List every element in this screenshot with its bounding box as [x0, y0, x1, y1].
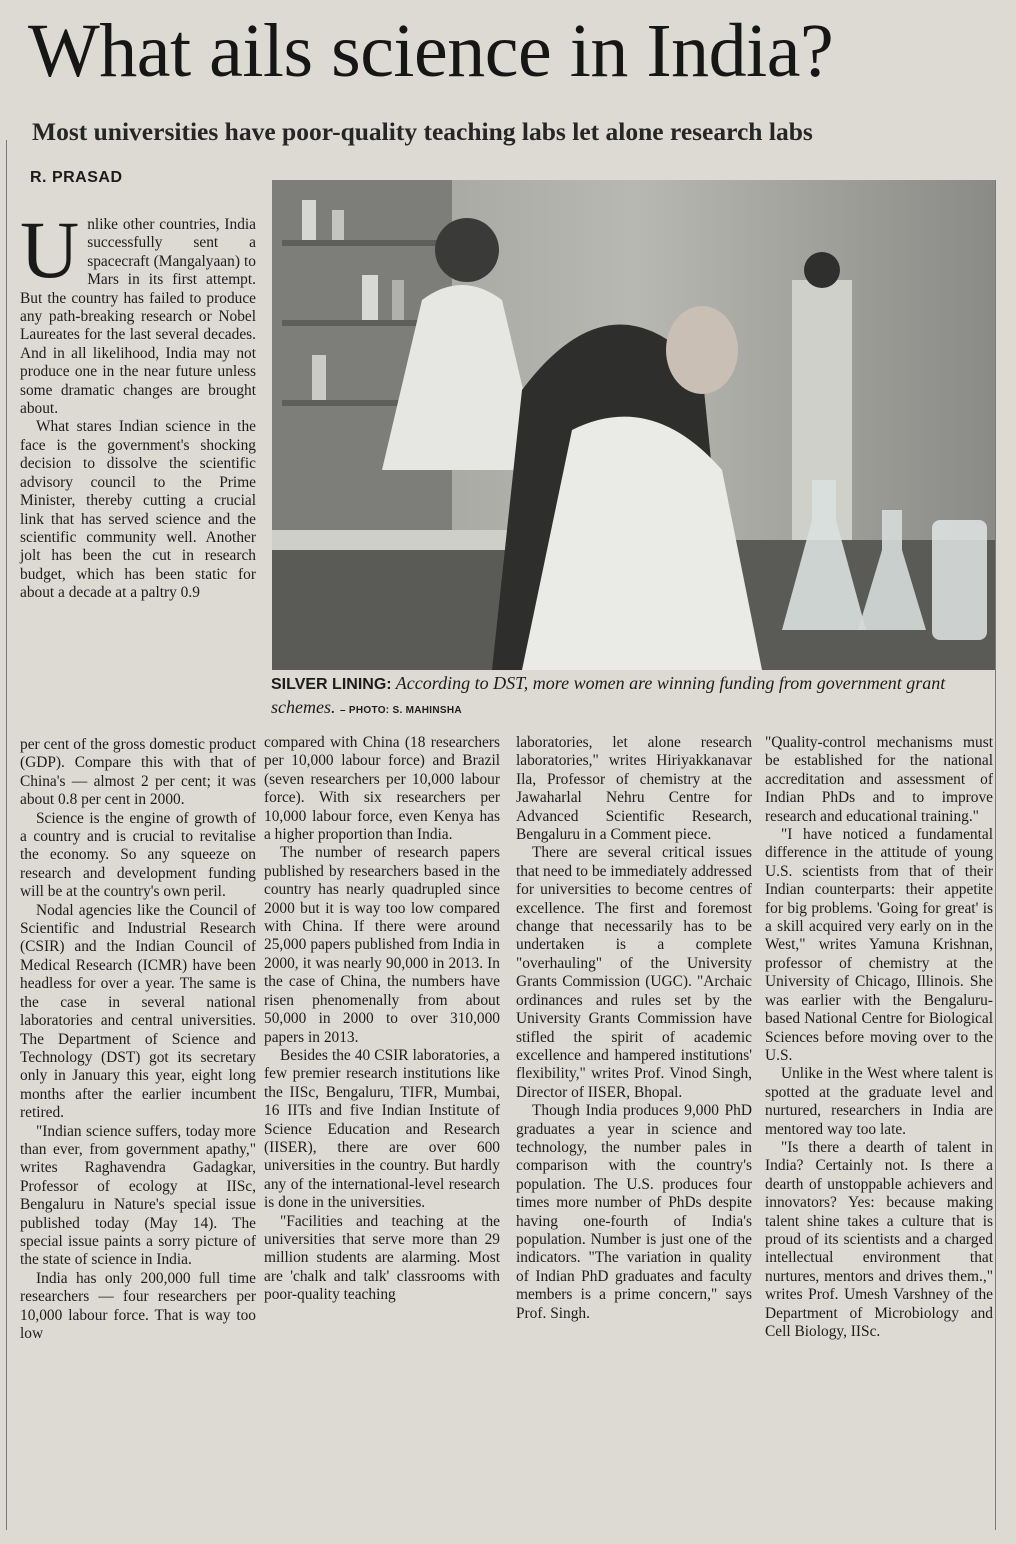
- article-column-3: [516, 734, 752, 1534]
- article-column-1: [20, 736, 256, 1536]
- caption-text: According to DST, more women are winning funding from government grant schemes.: [271, 673, 946, 717]
- article-column-2: [264, 734, 500, 1534]
- column-rule: [6, 140, 7, 1530]
- byline: R. PRASAD: [30, 169, 123, 186]
- paragraph: "Quality-control mechanisms must be established for the national accreditation and assessment of Indian PhDs and to improve research and educational training.": [765, 734, 993, 825]
- headline: What ails science in India?: [28, 9, 834, 93]
- paragraph: Besides the 40 CSIR laboratories, a few premier research institutions like the IISc, Bengaluru, TIFR, Mumbai, 16 IITs and five Indian Institute of Science Education and Research (IISER), there are over 600 universities in the country. But hardly any of the international-level research is done in the universities.: [264, 1046, 500, 1212]
- paragraph: "I have noticed a fundamental difference in the attitude of young U.S. scientists from that of their Indian counterparts: their appetite for big problems. 'Going for great' is a skill acquired very early on in the West," writes Yamuna Krishnan, professor of chemistry at the University of Chicago, Illinois. She was earlier with the Bengaluru-based National Centre for Biological Sciences before moving over to the U.S.: [765, 826, 993, 1064]
- deck-subheadline: Most universities have poor-quality teaching labs let alone research labs: [32, 117, 813, 146]
- drop-cap: U: [20, 204, 80, 295]
- photo-credit: – PHOTO: S. MAHINSHA: [339, 705, 462, 716]
- paragraph: "Is there a dearth of talent in India? Certainly not. Is there a dearth of unstoppable achievers and innovators? Yes: because making talent shine takes a culture that is proud of its scientists and a charged intellectual environment that nurtures, mentors and drives them.," writes Prof. Umesh Varshney of the Department of Microbiology and Cell Biology, IISc.: [765, 1138, 993, 1340]
- paragraph: India has only 200,000 full time researchers — four researchers per 10,000 labour force. That is way too low: [20, 1269, 256, 1342]
- lab-photo: [272, 180, 995, 670]
- paragraph: per cent of the gross domestic product (GDP). Compare this with that of China's — almost 2 per cent; it was about 0.8 per cent in 2000.: [20, 736, 256, 809]
- lab-photo-illustration: [272, 180, 995, 670]
- article-column-1-top: [20, 204, 256, 736]
- paragraph: laboratories, let alone research laboratories," writes Hiriyakkanavar Ila, Professor of chemistry at the Jawaharlal Nehru Centre for Advanced Scientific Research, Bengaluru in a Comment piece.: [516, 734, 752, 844]
- paragraph: Though India produces 9,000 PhD graduates a year in science and technology, the number pales in comparison with the country's population. The U.S. produces four times more number of PhDs despite having one-fourth of India's population. Number is just one of the indicators. "The variation in quality of Indian PhD graduates and faculty members is a prime concern," says Prof. Singh.: [516, 1102, 752, 1322]
- photo-caption: [271, 672, 1001, 722]
- paragraph: nlike other countries, India successfully sent a spacecraft (Mangalyaan) to Mars in its first attempt. But the country has failed to produce any path-breaking research or Nobel Laureates for the last several decades. And in all likelihood, India may not produce one in the near future unless some dramatic changes are brought about.: [20, 216, 256, 418]
- paragraph: compared with China (18 researchers per 10,000 labour force) and Brazil (seven researchers per 10,000 labour force). With six researchers per 10,000 labour force, even Kenya has a higher proportion than India.: [264, 734, 500, 844]
- caption-label: SILVER LINING:: [271, 676, 392, 693]
- paragraph: "Indian science suffers, today more than ever, from government apathy," writes Raghavendra Gadagkar, Professor of ecology at IISc, Bengaluru in Nature's special issue published today (May 14). The special issue paints a sorry picture of the state of science in India.: [20, 1122, 256, 1269]
- article-column-4: [765, 734, 993, 1534]
- paragraph: Nodal agencies like the Council of Scientific and Industrial Research (CSIR) and the Indian Council of Medical Research (ICMR) have been headless for over a year. The same is the case in several national laboratories and central universities. The Department of Science and Technology (DST) got its secretary only in January this year, eight long months after the earlier incumbent retired.: [20, 901, 256, 1122]
- paragraph: Unlike in the West where talent is spotted at the graduate level and nurtured, researchers in India are mentored way too late.: [765, 1065, 993, 1138]
- paragraph: There are several critical issues that need to be immediately addressed for universities to become centres of excellence. The first and foremost change that necessarily has to be undertaken is a complete "overhauling" of the University Grants Commission (UGC). "Archaic ordinances and rules set by the University Grants Commission have stifled the spirit of academic excellence and hampered institutions' flexibility," writes Prof. Vinod Singh, Director of IISER, Bhopal.: [516, 844, 752, 1101]
- paragraph: Science is the engine of growth of a country and is crucial to revitalise the economy. So any squeeze on research and development funding will be at the country's own peril.: [20, 809, 256, 901]
- column-rule: [995, 180, 996, 1530]
- paragraph: "Facilities and teaching at the universities that serve more than 29 million students are alarming. Most are 'chalk and talk' classrooms with poor-quality teaching: [264, 1212, 500, 1304]
- paragraph: The number of research papers published by researchers based in the country has nearly quadrupled since 2000 but it is way too low compared with China. If there were around 25,000 papers published from India in 2000, it was nearly 90,000 in 2013. In the case of China, the numbers have risen phenomenally from about 50,000 in 2000 to over 310,000 papers in 2013.: [264, 844, 500, 1046]
- paragraph: What stares Indian science in the face is the government's shocking decision to dissolve the scientific advisory council to the Prime Minister, thereby cutting a crucial link that has served science and the scientific community well. Another jolt has been the cut in research budget, which has been static for about a decade at a paltry 0.9: [20, 418, 256, 602]
